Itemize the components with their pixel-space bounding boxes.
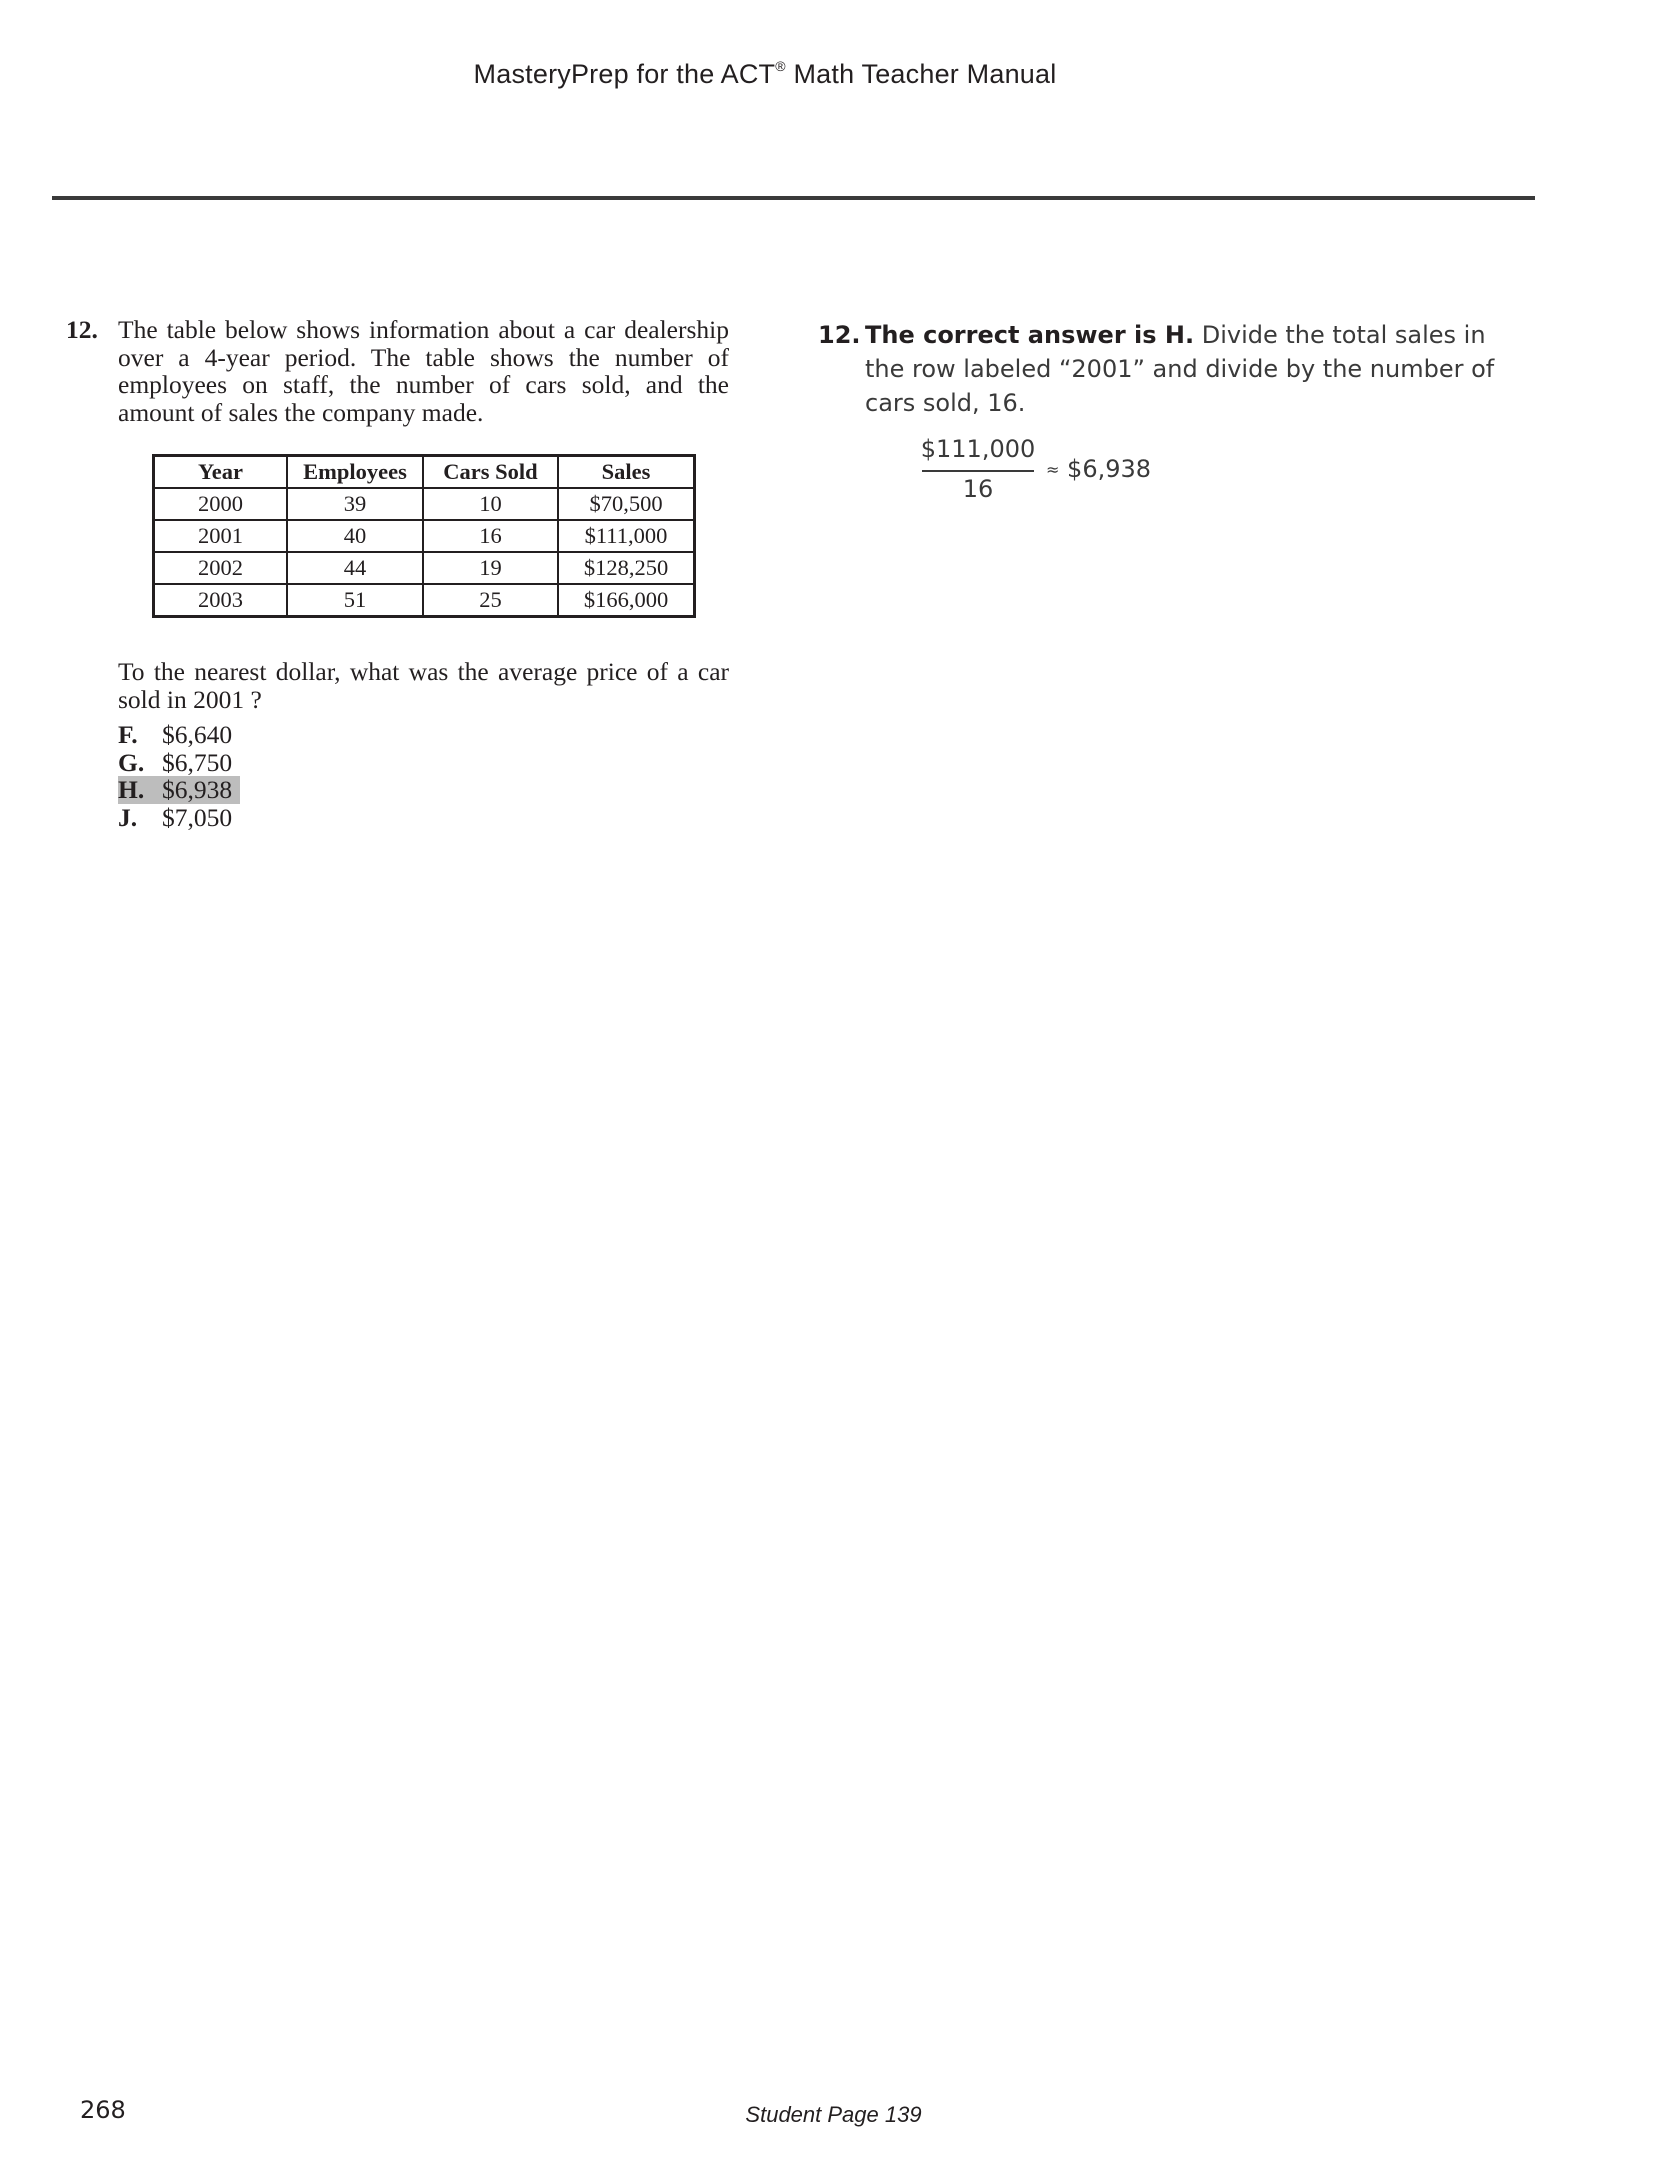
table-cell: 2002 [154,552,288,584]
fraction-denominator: 16 [962,475,994,503]
table-cell: 16 [423,520,558,552]
choice-letter: G. [118,747,145,777]
question-prompt: To the nearest dollar, what was the average price of a car sold in 2001 ? [118,657,729,714]
fraction-result [1046,452,1151,487]
table-cell: $70,500 [558,488,695,520]
choice-f[interactable] [118,721,729,749]
choice-letter: J. [118,802,138,832]
choice-value: $7,050 [162,802,233,832]
choice-value: $6,640 [162,720,233,749]
table-cell: 19 [423,552,558,584]
answer-number: 12. [818,321,861,349]
answer-body [865,318,1523,508]
table-cell: 10 [423,488,558,520]
choice-j[interactable] [118,804,729,832]
column-header-employees: Employees [287,456,423,489]
table-row [154,584,695,617]
answer-lead: The correct answer is H. [865,321,1195,349]
column-header-cars-sold: Cars Sold [423,456,558,489]
table-cell: $111,000 [558,520,695,552]
table-cell: 2000 [154,488,288,520]
question-number: 12. [66,315,98,344]
table-cell: 2001 [154,520,288,552]
header-divider [52,196,1535,200]
student-page-label: Student Page 139 [745,2102,922,2127]
table-cell: 39 [287,488,423,520]
table-cell: 40 [287,520,423,552]
dealership-table [152,454,696,618]
table-row [154,488,695,520]
column-header-sales: Sales [558,456,695,489]
table-cell: $128,250 [558,552,695,584]
choice-value: $6,938 [162,775,233,804]
choice-g[interactable] [118,749,729,777]
answer-choices [118,721,729,831]
choice-h-highlighted[interactable] [118,776,240,804]
registered-mark: ® [775,58,786,74]
header-title-suffix: Math Teacher Manual [785,59,1057,89]
table-row [154,520,695,552]
choice-h-row [118,776,729,804]
table-cell: 2003 [154,584,288,617]
header-title-text: MasteryPrep for the ACT [473,59,776,89]
table-cell: 25 [423,584,558,617]
answer-text: Divide the total sales in the row labeled “2001” and divide by the number of cars sold, 16. [865,321,1495,417]
table-cell: $166,000 [558,584,695,617]
fraction-numerator: $111,000 [920,435,1036,463]
choice-letter: F. [118,720,138,749]
table-header-row [154,456,695,489]
question-stem: The table below shows information about a car dealership over a 4-year period. The table shows the number of employees on staff, the number of cars sold, and the amount of sales the company made. [118,315,729,427]
page-number: 268 [80,2096,126,2124]
approx-symbol: ≈ [1046,460,1060,479]
table-cell: 44 [287,552,423,584]
calculation-fraction [920,432,1523,508]
result-value: $6,938 [1067,455,1152,483]
choice-value: $6,750 [162,747,233,777]
choice-letter: H. [118,775,145,804]
question-block [66,316,729,831]
table-cell: 51 [287,584,423,617]
page-header-title [0,58,1530,90]
answer-explanation [818,318,1523,508]
column-header-year: Year [154,456,288,489]
question-body [118,316,729,831]
table-row [154,552,695,584]
